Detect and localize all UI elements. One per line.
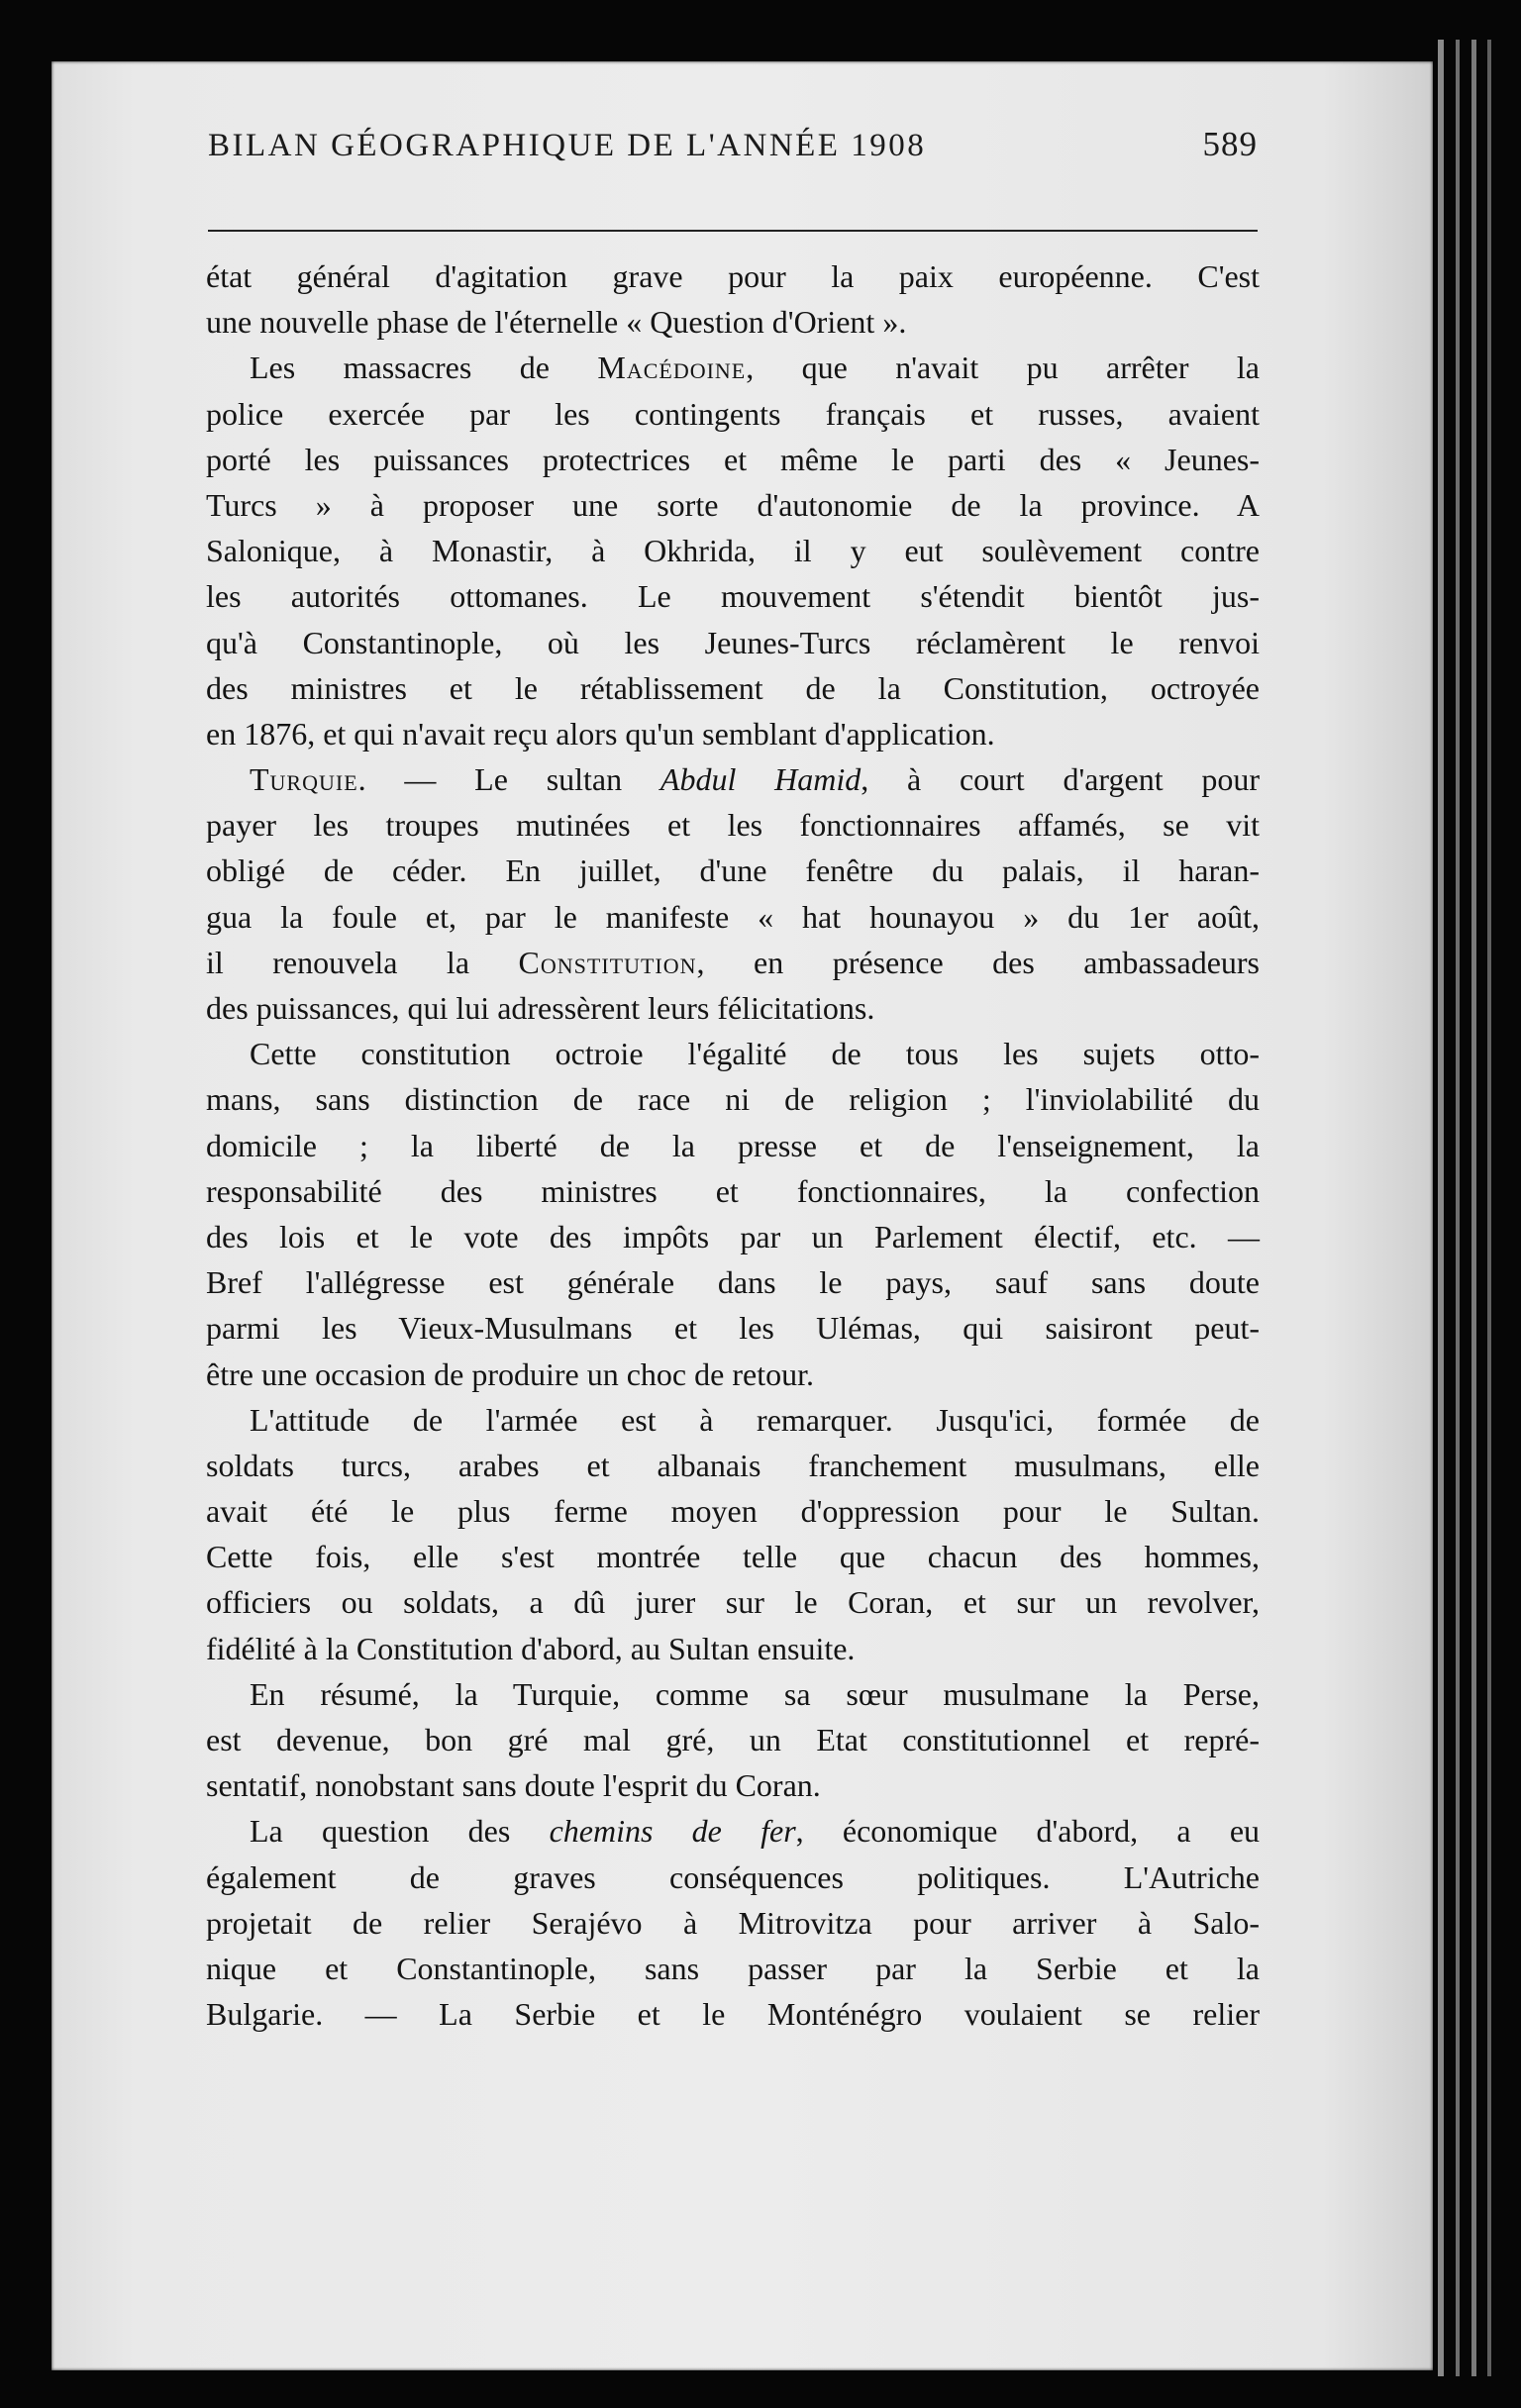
text-segment: Salonique, à Monastir, à Okhrida, il y eut soulèvement contre [206, 533, 1260, 569]
text-segment: , que n'avait pu arrêter la [746, 350, 1261, 386]
text-segment: gua la foule et, par le manifeste « hat hounayou » du 1er août, [206, 898, 1260, 935]
text-segment: une nouvelle phase de l'éternelle « Question d'Orient ». [206, 304, 907, 341]
text-segment: qu'à Constantinople, où les Jeunes-Turcs réclamèrent le renvoi [206, 624, 1260, 660]
running-title: BILAN GÉOGRAPHIQUE DE L'ANNÉE 1908 [208, 128, 927, 163]
text-line [206, 711, 1260, 756]
text-line [206, 1259, 1260, 1305]
text-segment: projetait de relier Serajévo à Mitrovitza pour arriver à Salo- [206, 1904, 1260, 1941]
text-line [206, 1626, 1260, 1671]
text-line [206, 1488, 1260, 1534]
text-segment: Abdul Hamid [659, 761, 862, 798]
text-line [206, 1534, 1260, 1579]
text-segment: des lois et le vote des impôts par un Parlement électif, etc. — [206, 1218, 1260, 1254]
text-segment: nique et Constantinople, sans passer par la Serbie et la [206, 1950, 1260, 1986]
text-segment: mans, sans distinction de race ni de religion ; l'inviolabilité du [206, 1081, 1260, 1118]
text-segment: en 1876, et qui n'avait reçu alors qu'un semblant d'application. [206, 715, 995, 752]
text-segment: Bulgarie. — La Serbie et le Monténégro voulaient se relier [206, 1996, 1260, 2033]
header-rule [208, 230, 1258, 232]
text-segment: Cette constitution octroie l'égalité de tous les sujets otto- [250, 1036, 1260, 1072]
text-segment: Turquie [250, 761, 358, 798]
text-line [206, 1214, 1260, 1259]
text-line [206, 802, 1260, 848]
text-segment: . — Le sultan [357, 761, 660, 798]
text-segment: , en présence des ambassadeurs [696, 944, 1261, 980]
text-segment: domicile ; la liberté de la presse et de l'enseignement, la [206, 1127, 1260, 1163]
text-line [206, 848, 1260, 893]
running-head [208, 125, 1258, 164]
text-segment: des ministres et le rétablissement de la Constitution, octroyée [206, 669, 1260, 706]
text-line [206, 437, 1260, 482]
text-segment: Macédoine [597, 350, 747, 386]
text-segment: également de graves conséquences politiques. L'Autriche [206, 1858, 1260, 1895]
text-segment: Bref l'allégresse est générale dans le pays, sauf sans doute [206, 1264, 1260, 1301]
text-segment: être une occasion de produire un choc de retour. [206, 1355, 814, 1392]
text-line [206, 1671, 1260, 1717]
body-text [206, 253, 1260, 2037]
text-line [206, 482, 1260, 528]
text-segment: des puissances, qui lui adressèrent leurs félicitations. [206, 990, 875, 1026]
text-line [206, 1397, 1260, 1443]
text-segment: payer les troupes mutinées et les fonctionnaires affamés, se vit [206, 807, 1260, 844]
text-line [206, 573, 1260, 619]
text-segment: En résumé, la Turquie, comme sa sœur musulmane la Perse, [250, 1675, 1260, 1712]
text-line [206, 528, 1260, 573]
text-line [206, 1305, 1260, 1351]
text-segment: Turcs » à proposer une sorte d'autonomie de la province. A [206, 486, 1260, 523]
text-segment: Cette fois, elle s'est montrée telle que chacun des hommes, [206, 1539, 1260, 1575]
text-segment: Constitution [518, 944, 697, 980]
text-line [206, 1946, 1260, 1991]
text-line [206, 1808, 1260, 1854]
text-line [206, 1579, 1260, 1625]
text-line [206, 299, 1260, 345]
book-edge [1487, 40, 1491, 2376]
text-segment: porté les puissances protectrices et même le parti des « Jeunes- [206, 441, 1260, 477]
text-line [206, 1900, 1260, 1946]
text-line [206, 756, 1260, 802]
text-line [206, 253, 1260, 299]
page-number: 589 [1202, 125, 1258, 163]
text-segment: est devenue, bon gré mal gré, un Etat constitutionnel et repré- [206, 1722, 1260, 1757]
text-line [206, 1855, 1260, 1900]
text-line [206, 940, 1260, 985]
text-line [206, 1991, 1260, 2037]
text-segment: soldats turcs, arabes et albanais franchement musulmans, elle [206, 1447, 1260, 1483]
text-segment: sentatif, nonobstant sans doute l'esprit du Coran. [206, 1767, 821, 1804]
text-segment: fidélité à la Constitution d'abord, au Sultan ensuite. [206, 1630, 856, 1666]
text-segment: avait été le plus ferme moyen d'oppression pour le Sultan. [206, 1493, 1260, 1530]
text-line [206, 1031, 1260, 1076]
text-line [206, 1168, 1260, 1214]
text-segment: police exercée par les contingents français et russes, avaient [206, 395, 1260, 432]
text-segment: il renouvela la [206, 944, 519, 980]
text-segment: officiers ou soldats, a dû jurer sur le Coran, et sur un revolver, [206, 1584, 1260, 1621]
text-line [206, 391, 1260, 437]
text-segment: , à court d'argent pour [861, 761, 1261, 798]
text-line [206, 1762, 1260, 1808]
text-segment: responsabilité des ministres et fonctionnaires, la confection [206, 1172, 1260, 1209]
text-line [206, 894, 1260, 940]
book-edge [1471, 40, 1476, 2376]
text-segment: Les massacres de [250, 350, 598, 386]
text-line [206, 665, 1260, 711]
text-segment: chemins de fer [549, 1813, 796, 1850]
text-line [206, 1443, 1260, 1488]
text-line [206, 1076, 1260, 1122]
text-line [206, 1352, 1260, 1397]
text-segment: , économique d'abord, a eu [795, 1813, 1261, 1850]
text-line [206, 1717, 1260, 1762]
text-line [206, 620, 1260, 665]
text-segment: parmi les Vieux-Musulmans et les Ulémas, qui saisiront peut- [206, 1310, 1260, 1347]
text-segment: les autorités ottomanes. Le mouvement s'étendit bientôt jus- [206, 578, 1260, 615]
text-segment: obligé de céder. En juillet, d'une fenêtre du palais, il haran- [206, 853, 1260, 889]
book-edge [1438, 40, 1444, 2376]
text-line [206, 985, 1260, 1031]
text-line [206, 1123, 1260, 1168]
text-segment: L'attitude de l'armée est à remarquer. Jusqu'ici, formée de [250, 1401, 1260, 1438]
text-line [206, 345, 1260, 390]
text-segment: état général d'agitation grave pour la paix européenne. C'est [206, 258, 1260, 294]
text-segment: La question des [250, 1813, 550, 1850]
book-edge [1456, 40, 1460, 2376]
